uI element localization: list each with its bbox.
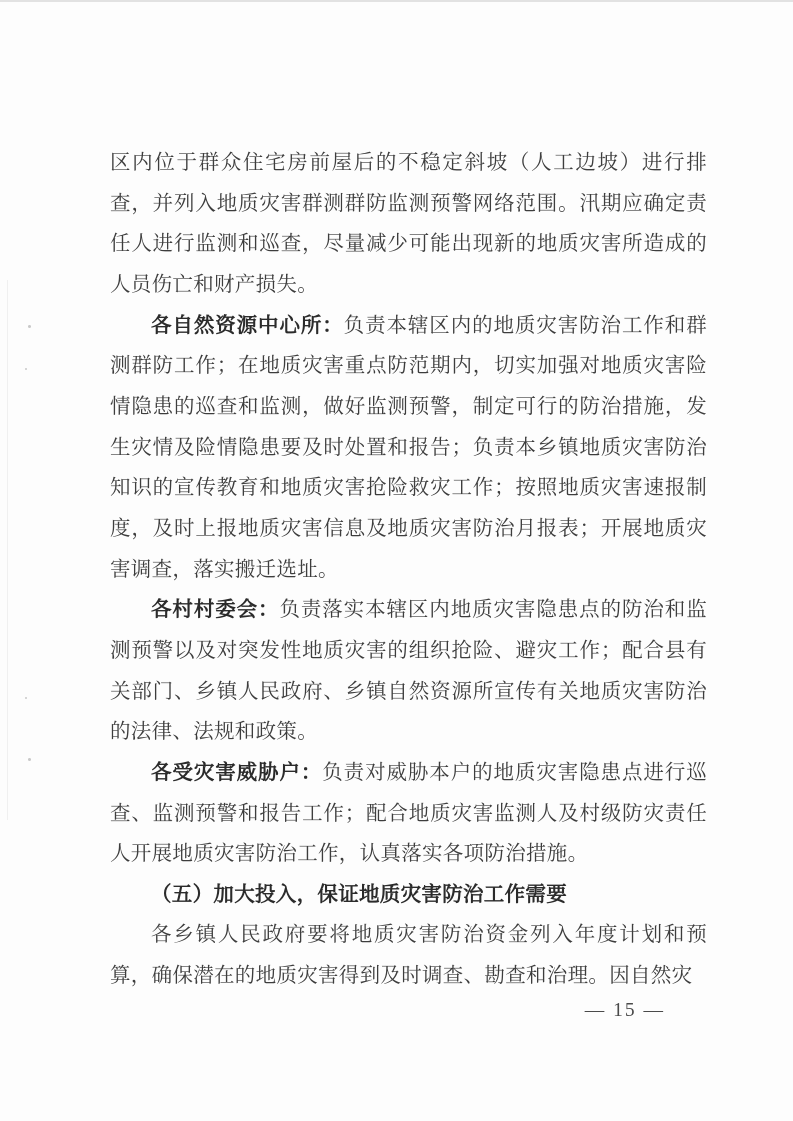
paragraph-text: 负责本辖区内的地质灾害防治工作和群测群防工作；在地质灾害重点防范期内，切实加强对地质灾害险情隐患的巡查和监测，做好监测预警，制定可行的防治措施，发生灾情及险情隐患要及时处置和报告；负责本乡镇地质灾害防治知识的宣传教育和地质灾害抢险救灾工作；按照地质灾害速报制度，及时上报地质灾害信息及地质灾害防治月报表；开展地质灾害调查，落实搬迁选址。 <box>110 314 707 581</box>
paragraph-text: 负责落实本辖区内地质灾害隐患点的防治和监测预警以及对突发性地质灾害的组织抢险、避灾工作；配合县有关部门、乡镇人民政府、乡镇自然资源所宣传有关地质灾害防治的法律、法规和政策。 <box>110 599 707 744</box>
paragraph-section-5 <box>110 915 707 996</box>
scan-speck <box>28 758 31 761</box>
page-number: — 15 — <box>584 1000 665 1021</box>
paragraph-lead-label: 各受灾害威胁户： <box>151 761 323 784</box>
paragraph-text: 区内位于群众住宅房前屋后的不稳定斜坡（人工边坡）进行排查，并列入地质灾害群测群防监测预警网络范围。汛期应确定责任人进行监测和巡查，尽量减少可能出现新的地质灾害所造成的人员伤亡和财产损失。 <box>110 152 707 296</box>
scan-speck <box>25 697 27 699</box>
scan-speck <box>28 325 31 328</box>
paragraph-village-committees <box>110 590 707 753</box>
paragraph-text: 各乡镇人民政府要将地质灾害防治资金列入年度计划和预算，确保潜在的地质灾害得到及时调查、勘查和治理。因自然灾 <box>110 924 707 988</box>
paragraph-text: 负责对威胁本户的地质灾害隐患点进行巡查、监测预警和报告工作；配合地质灾害监测人及村级防灾责任人开展地质灾害防治工作，认真落实各项防治措施。 <box>110 761 707 866</box>
document-body <box>110 143 707 997</box>
scan-top-edge <box>0 0 793 2</box>
paragraph-continuation <box>110 143 707 306</box>
section-heading-5: （五）加大投入，保证地质灾害防治工作需要 <box>151 883 567 906</box>
scan-speck <box>25 368 27 370</box>
paragraph-lead-label: 各自然资源中心所： <box>151 314 344 337</box>
paragraph-lead-label: 各村村委会： <box>151 599 280 622</box>
scan-left-fold-line <box>7 280 8 820</box>
paragraph-natural-resource-centers <box>110 306 707 591</box>
paragraph-threatened-households <box>110 753 707 875</box>
